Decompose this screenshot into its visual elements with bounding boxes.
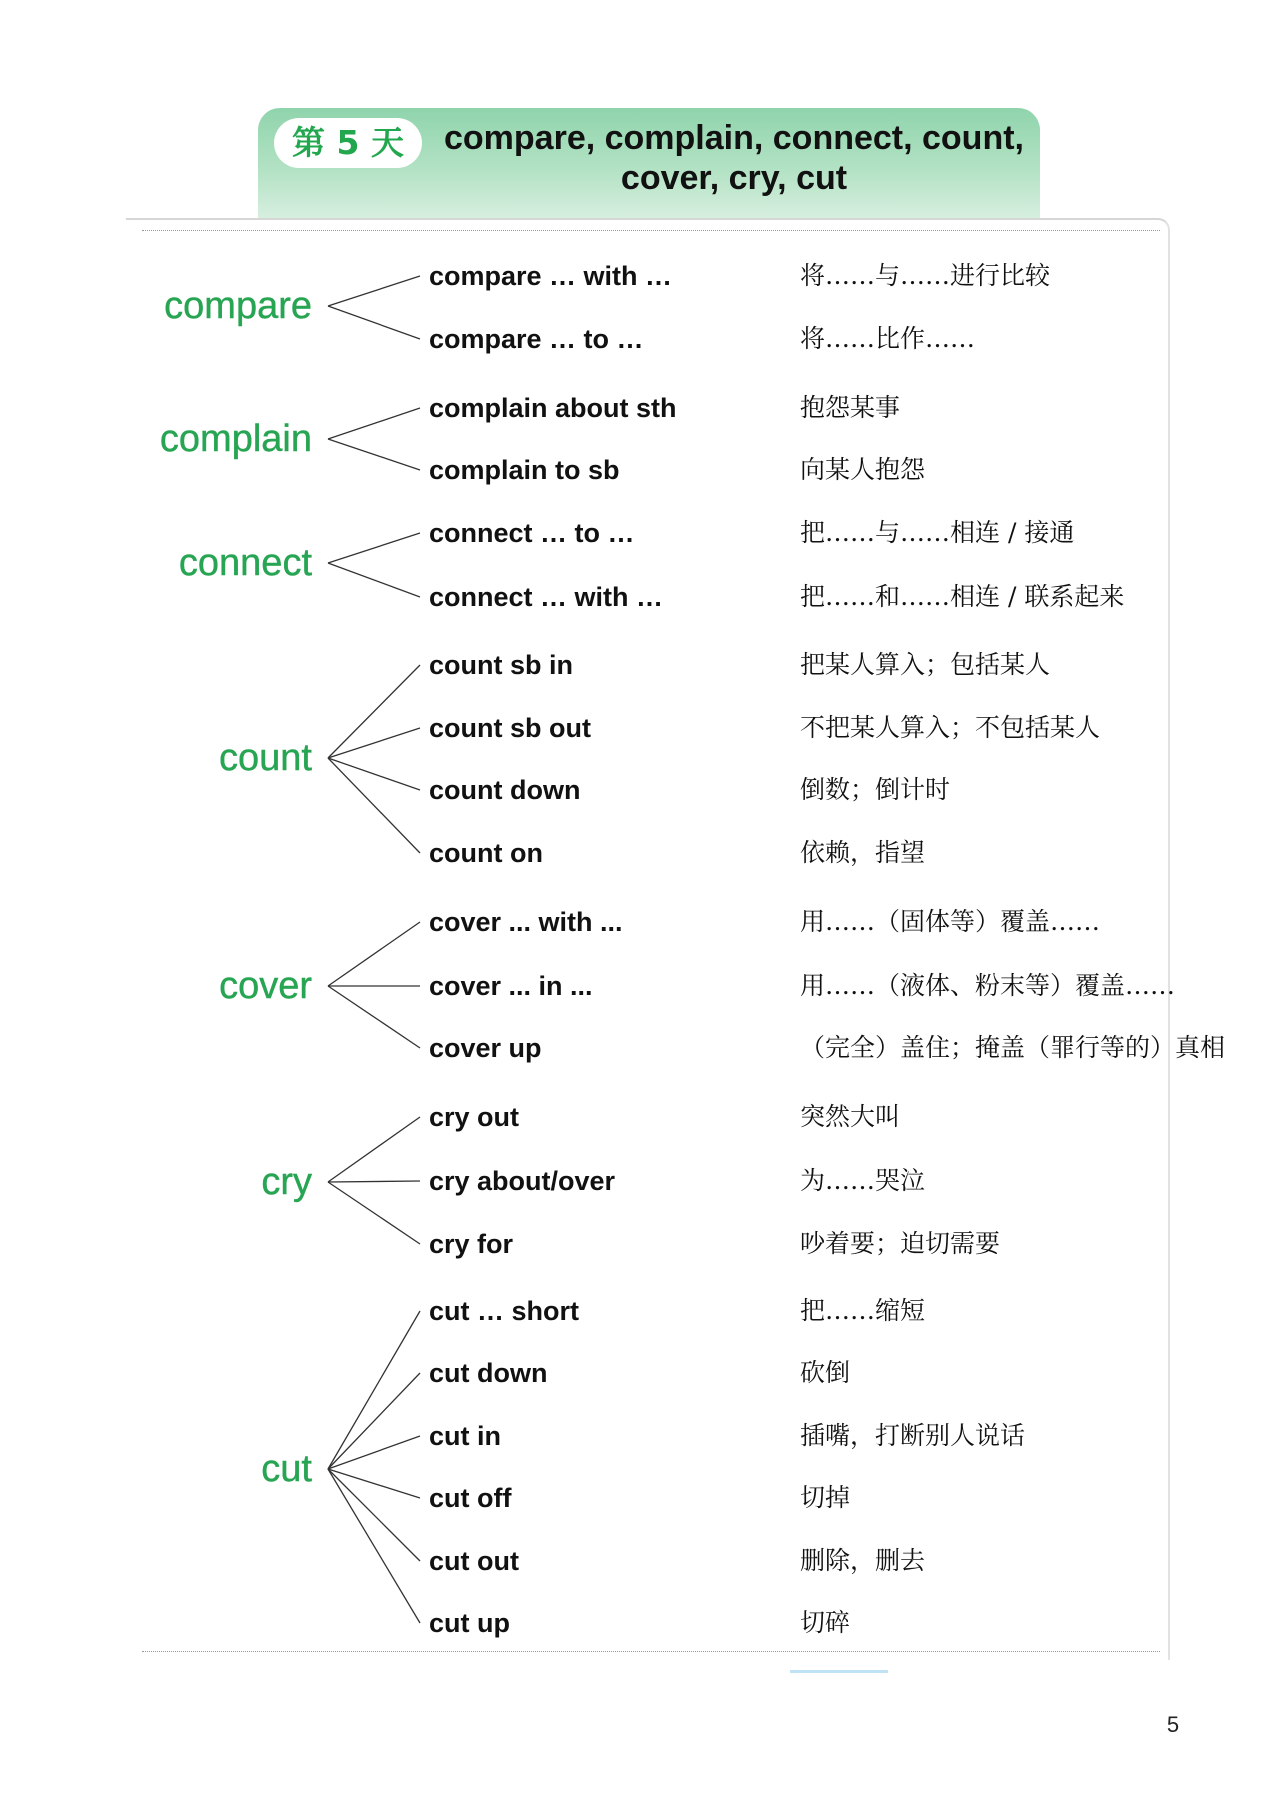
phrase: cover ... in ...: [429, 971, 593, 1001]
meaning: 吵着要；迫切需要: [800, 1229, 1001, 1258]
meaning: 依赖，指望: [800, 838, 926, 867]
phrase: cover up: [429, 1033, 542, 1063]
meaning: 将……与……进行比较: [800, 261, 1051, 290]
meaning: 倒数；倒计时: [800, 775, 951, 804]
meaning: 突然大叫: [800, 1102, 901, 1131]
headword-count: count: [219, 737, 312, 779]
meaning: 向某人抱怨: [800, 455, 926, 484]
phrase: count down: [429, 775, 581, 805]
header-title: compare, complain, connect, count, cover, cry, cut: [444, 119, 1024, 197]
day-badge: 第 5 天: [274, 118, 422, 168]
meaning: 不把某人算入；不包括某人: [800, 713, 1101, 742]
headword-cover: cover: [219, 965, 312, 1007]
phrase: complain about sth: [429, 393, 677, 423]
headword-connect: connect: [178, 542, 312, 584]
phrase: complain to sb: [429, 455, 620, 485]
meaning: 用……（液体、粉末等）覆盖……: [800, 971, 1176, 1000]
phrase: connect … with …: [429, 582, 664, 612]
phrase: compare … to …: [429, 324, 644, 354]
phrase: cut down: [429, 1358, 548, 1388]
phrase: cry for: [429, 1229, 514, 1259]
headword-cry: cry: [261, 1161, 312, 1203]
headword-complain: complain: [159, 418, 312, 460]
phrase: cry out: [429, 1102, 520, 1132]
phrase: count sb out: [429, 713, 591, 743]
meaning: 把……和……相连 / 联系起来: [800, 582, 1125, 611]
meaning: 将……比作……: [800, 324, 976, 353]
phrase: cut up: [429, 1608, 510, 1638]
meaning: 切碎: [800, 1608, 851, 1637]
meaning: （完全）盖住；掩盖（罪行等的）真相: [800, 1033, 1226, 1062]
phrase: cut … short: [429, 1296, 580, 1326]
headword-cut: cut: [261, 1448, 312, 1490]
meaning: 用……（固体等）覆盖……: [800, 907, 1101, 936]
phrase: cry about/over: [429, 1166, 616, 1196]
headword-compare: compare: [164, 285, 312, 327]
phrase: count on: [429, 838, 543, 868]
phrase: connect … to …: [429, 518, 635, 548]
meaning: 抱怨某事: [800, 393, 901, 422]
phrase: cut in: [429, 1421, 501, 1451]
meaning: 把某人算入；包括某人: [800, 650, 1051, 679]
meaning: 砍倒: [800, 1358, 851, 1387]
phrase: count sb in: [429, 650, 573, 680]
phrase: cut out: [429, 1546, 519, 1576]
page-number: 5: [1166, 1712, 1180, 1737]
meaning: 把……与……相连 / 接通: [800, 518, 1075, 547]
meaning: 切掉: [800, 1483, 851, 1512]
phrase: cover ... with ...: [429, 907, 623, 937]
phrase: cut off: [429, 1483, 512, 1513]
phrase: compare … with …: [429, 261, 673, 291]
meaning: 把……缩短: [800, 1296, 926, 1325]
bottom-accent: [790, 1670, 888, 1673]
meaning: 删除，删去: [800, 1546, 926, 1575]
meaning: 插嘴，打断别人说话: [800, 1421, 1026, 1450]
meaning: 为……哭泣: [800, 1166, 926, 1195]
